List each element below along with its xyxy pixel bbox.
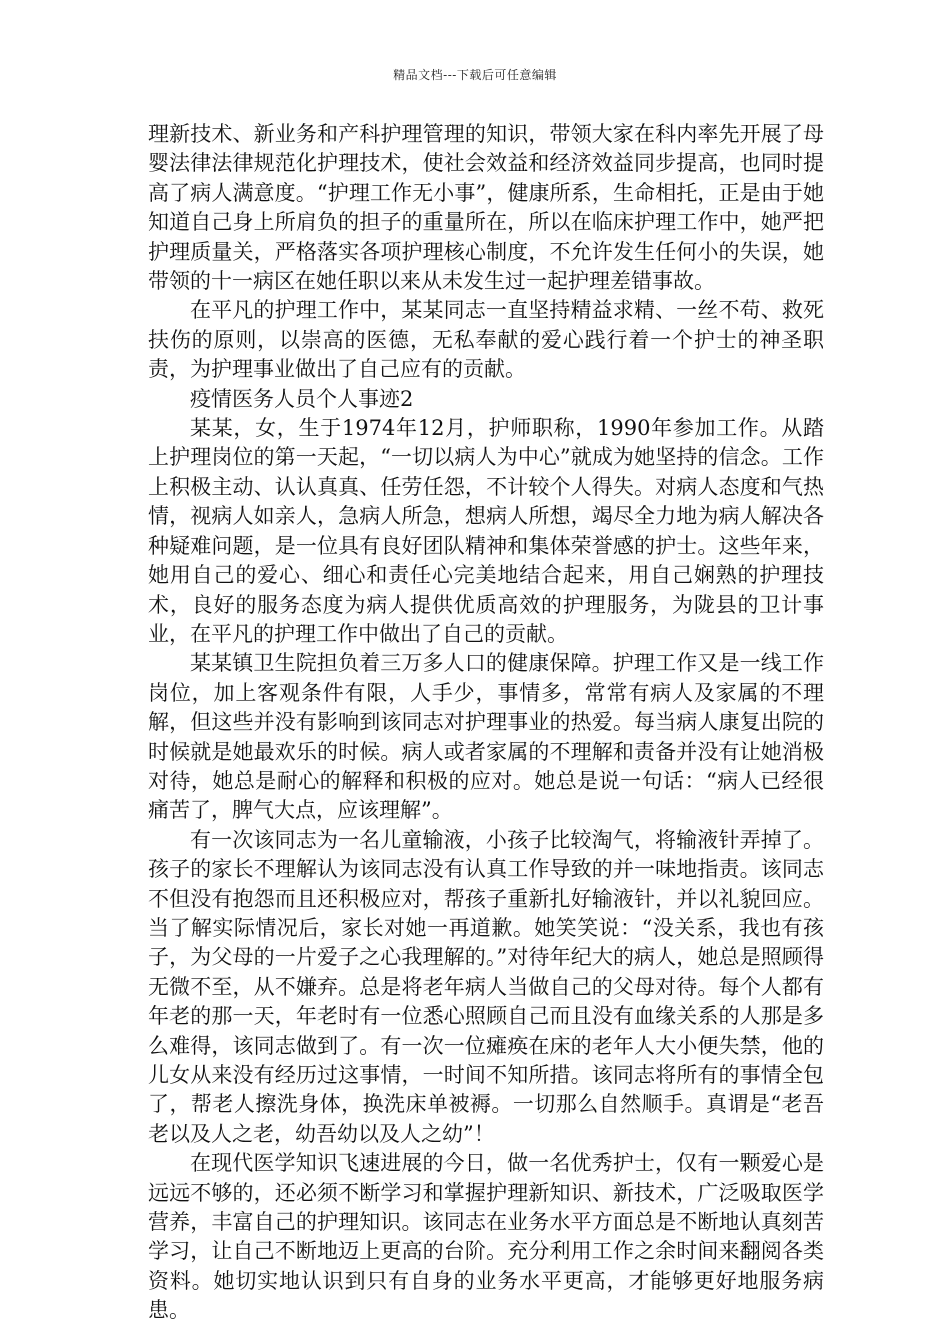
paragraph-4: 某某镇卫生院担负着三万多人口的健康保障。护理工作又是一线工作岗位，加上客观条件有限，人手少，事情多，常常有病人及家属的不理解，但这些并没有影响到该同志对护理事业的热爱。每当病人康复出院的时候就是她最欢乐的时候。病人或者家属的不理解和责备并没有让她消极对待，她总是耐心的解释和积极的应对。她总是说一句话：“病人已经很痛苦了，脾气大点，应该理解”。 bbox=[148, 651, 824, 823]
paragraph-6: 在现代医学知识飞速进展的今日，做一名优秀护士，仅有一颗爱心是远远不够的，还必须不断学习和掌握护理新知识、新技术，广泛吸取医学营养，丰富自己的护理知识。该同志在业务水平方面总是不断地认真刻苦学习，让自己不断地迈上更高的台阶。充分利用工作之余时间来翻阅各类资料。她切实地认识到只有自身的业务水平更高，才能够更好地服务病患。 bbox=[148, 1151, 824, 1323]
page-header: 精品文档---下载后可任意编辑 bbox=[393, 68, 557, 82]
paragraph-5: 有一次该同志为一名儿童输液，小孩子比较淘气，将输液针弄掉了。孩子的家长不理解认为该同志没有认真工作导致的并一味地指责。该同志不但没有抱怨而且还积极应对，帮孩子重新扎好输液针，并以礼貌回应。当了解实际情况后，家长对她一再道歉。她笑笑说：“没关系，我也有孩子，为父母的一片爱子之心我理解的。”对待年纪大的病人，她总是照顾得无微不至，从不嫌弃。总是将老年病人当做自己的父母对待。每个人都有年老的那一天，年老时有一位悉心照顾自己而且没有血缘关系的人那是多么难得，该同志做到了。有一次一位瘫痪在床的老年人大小便失禁，他的儿女从来没有经历过这事情，一时间不知所措。该同志将所有的事情全包了，帮老人擦洗身体，换洗床单被褥。一切那么自然顺手。真谓是“老吾老以及人之老，幼吾幼以及人之幼”！ bbox=[148, 827, 824, 1146]
section-heading: 疫情医务人员个人事迹2 bbox=[190, 386, 414, 411]
paragraph-3: 某某，女，生于1974年12月，护师职称，1990年参加工作。从踏上护理岗位的第一天起，“一切以病人为中心”就成为她坚持的信念。工作上积极主动、认认真真、任劳任怨，不计较个人得失。对病人态度和气热情，视病人如亲人，急病人所急，想病人所想，竭尽全力地为病人解决各种疑难问题，是一位具有良好团队精神和集体荣誉感的护士。这些年来，她用自己的爱心、细心和责任心完美地结合起来，用自己娴熟的护理技术，良好的服务态度为病人提供优质高效的护理服务，为陇县的卫计事业，在平凡的护理工作中做出了自己的贡献。 bbox=[148, 416, 824, 646]
document-body bbox=[148, 120, 824, 1326]
paragraph-1: 理新技术、新业务和产科护理管理的知识，带领大家在科内率先开展了母婴法律法律规范化护理技术，使社会效益和经济效益同步提高，也同时提高了病人满意度。“护理工作无小事”，健康所系，生命相托，正是由于她知道自己身上所肩负的担子的重量所在，所以在临床护理工作中，她严把护理质量关，严格落实各项护理核心制度，不允许发生任何小的失误，她带领的十一病区在她任职以来从未发生过一起护理差错事故。 bbox=[148, 122, 824, 294]
paragraph-2: 在平凡的护理工作中，某某同志一直坚持精益求精、一丝不苟、救死扶伤的原则，以崇高的医德，无私奉献的爱心践行着一个护士的神圣职责，为护理事业做出了自己应有的贡献。 bbox=[148, 298, 824, 382]
